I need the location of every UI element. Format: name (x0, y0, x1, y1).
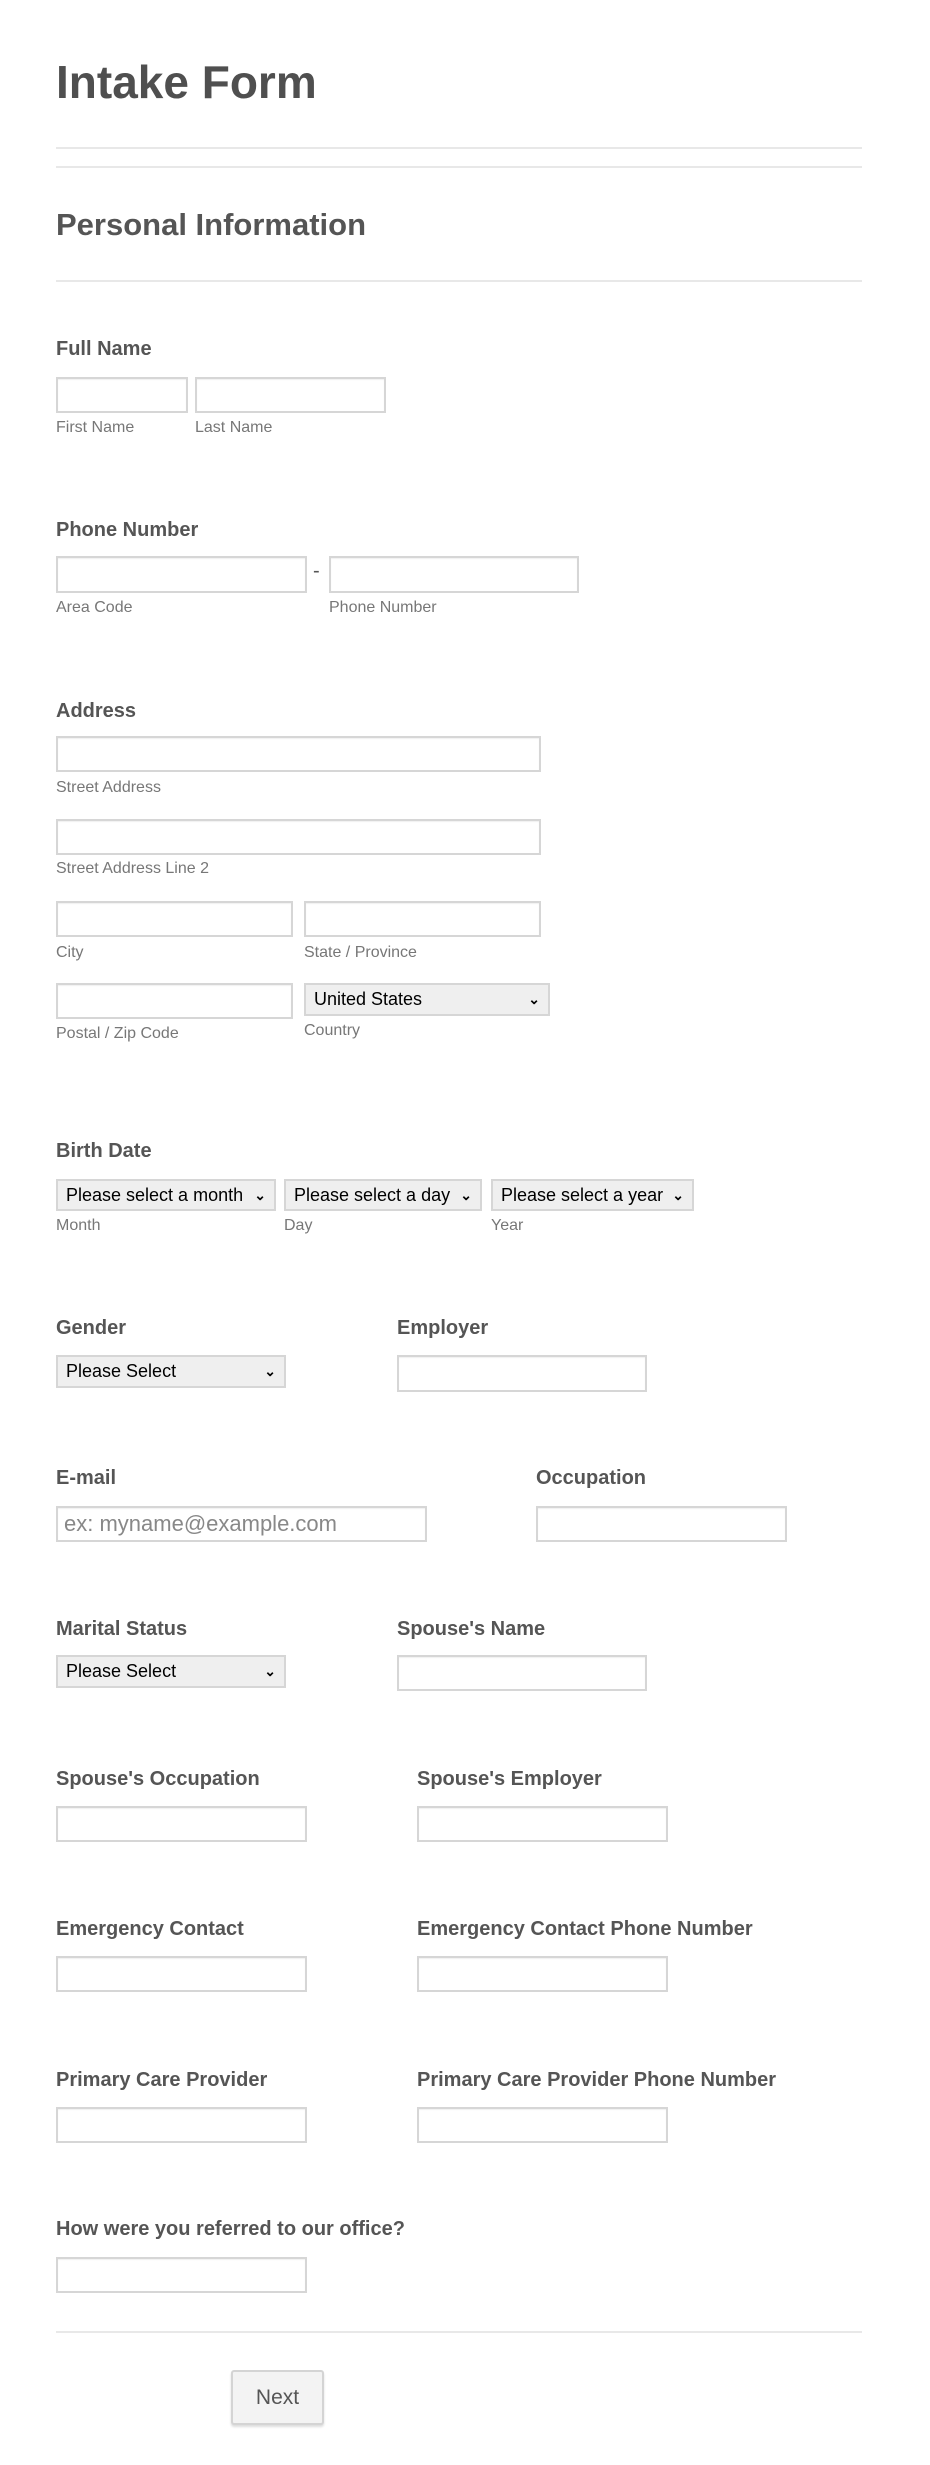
employer-input[interactable] (397, 1355, 647, 1392)
spouse-name-input[interactable] (397, 1655, 647, 1691)
spouse-name-label: Spouse's Name (397, 1618, 546, 1640)
gender-label: Gender (56, 1317, 127, 1339)
country-value: United States (314, 989, 423, 1009)
divider (56, 166, 862, 168)
phone-number-sublabel: Phone Number (329, 599, 437, 616)
email-input[interactable] (56, 1506, 427, 1542)
first-name-input[interactable] (56, 377, 188, 413)
pcp-input[interactable] (56, 2107, 307, 2143)
last-name-input[interactable] (195, 377, 386, 413)
country-select[interactable] (304, 983, 550, 1016)
referral-input[interactable] (56, 2257, 307, 2293)
emergency-contact-label: Emergency Contact (56, 1918, 244, 1940)
chevron-down-icon: ⌄ (264, 1363, 276, 1379)
city-sublabel: City (56, 944, 84, 961)
city-input[interactable] (56, 901, 293, 937)
occupation-label: Occupation (536, 1467, 647, 1489)
pcp-phone-input[interactable] (417, 2107, 668, 2143)
marital-status-label: Marital Status (56, 1618, 188, 1640)
country-sublabel: Country (304, 1022, 361, 1039)
spouse-employer-label: Spouse's Employer (417, 1768, 602, 1790)
marital-status-value: Please Select (66, 1661, 177, 1681)
divider (56, 2331, 862, 2333)
birth-month-select[interactable] (56, 1179, 276, 1211)
day-sublabel: Day (284, 1217, 313, 1234)
phone-separator: - (313, 560, 320, 582)
chevron-down-icon: ⌄ (264, 1663, 276, 1679)
referral-label: How were you referred to our office? (56, 2218, 405, 2240)
chevron-down-icon: ⌄ (672, 1186, 684, 1203)
birth-day-select[interactable] (284, 1179, 482, 1211)
area-code-sublabel: Area Code (56, 599, 133, 616)
street-address-input[interactable] (56, 736, 541, 772)
birth-day-value: Please select a day (294, 1184, 451, 1205)
spouse-employer-input[interactable] (417, 1806, 668, 1842)
gender-select[interactable] (56, 1355, 286, 1388)
email-label: E-mail (56, 1467, 117, 1489)
pcp-phone-label: Primary Care Provider Phone Number (417, 2069, 777, 2091)
occupation-input[interactable] (536, 1506, 787, 1542)
full-name-label: Full Name (56, 338, 152, 360)
phone-label: Phone Number (56, 519, 199, 541)
month-sublabel: Month (56, 1217, 101, 1234)
spouse-occupation-input[interactable] (56, 1806, 307, 1842)
birth-year-select[interactable] (491, 1179, 694, 1211)
chevron-down-icon: ⌄ (254, 1186, 266, 1203)
birth-month-value: Please select a month (66, 1184, 244, 1205)
emergency-phone-label: Emergency Contact Phone Number (417, 1918, 753, 1940)
employer-label: Employer (397, 1317, 489, 1339)
section-heading: Personal Information (56, 207, 367, 242)
street-address-2-sublabel: Street Address Line 2 (56, 860, 209, 877)
chevron-down-icon: ⌄ (528, 991, 540, 1007)
form-title: Intake Form (56, 56, 317, 108)
state-input[interactable] (304, 901, 541, 937)
divider (56, 147, 862, 149)
last-name-sublabel: Last Name (195, 419, 273, 436)
emergency-phone-input[interactable] (417, 1956, 668, 1992)
marital-status-select[interactable] (56, 1655, 286, 1688)
state-sublabel: State / Province (304, 944, 417, 961)
birth-date-label: Birth Date (56, 1140, 152, 1162)
next-button[interactable]: Next (231, 2370, 324, 2425)
street-address-2-input[interactable] (56, 819, 541, 855)
postal-code-input[interactable] (56, 983, 293, 1019)
gender-value: Please Select (66, 1361, 177, 1381)
spouse-occupation-label: Spouse's Occupation (56, 1768, 260, 1790)
emergency-contact-input[interactable] (56, 1956, 307, 1992)
year-sublabel: Year (491, 1217, 524, 1234)
phone-number-input[interactable] (329, 556, 579, 593)
first-name-sublabel: First Name (56, 419, 135, 436)
divider (56, 280, 862, 282)
pcp-label: Primary Care Provider (56, 2069, 268, 2091)
postal-code-sublabel: Postal / Zip Code (56, 1025, 179, 1042)
birth-year-value: Please select a year (501, 1184, 664, 1205)
address-label: Address (56, 700, 137, 722)
street-address-sublabel: Street Address (56, 779, 161, 796)
area-code-input[interactable] (56, 556, 307, 593)
chevron-down-icon: ⌄ (460, 1186, 472, 1203)
